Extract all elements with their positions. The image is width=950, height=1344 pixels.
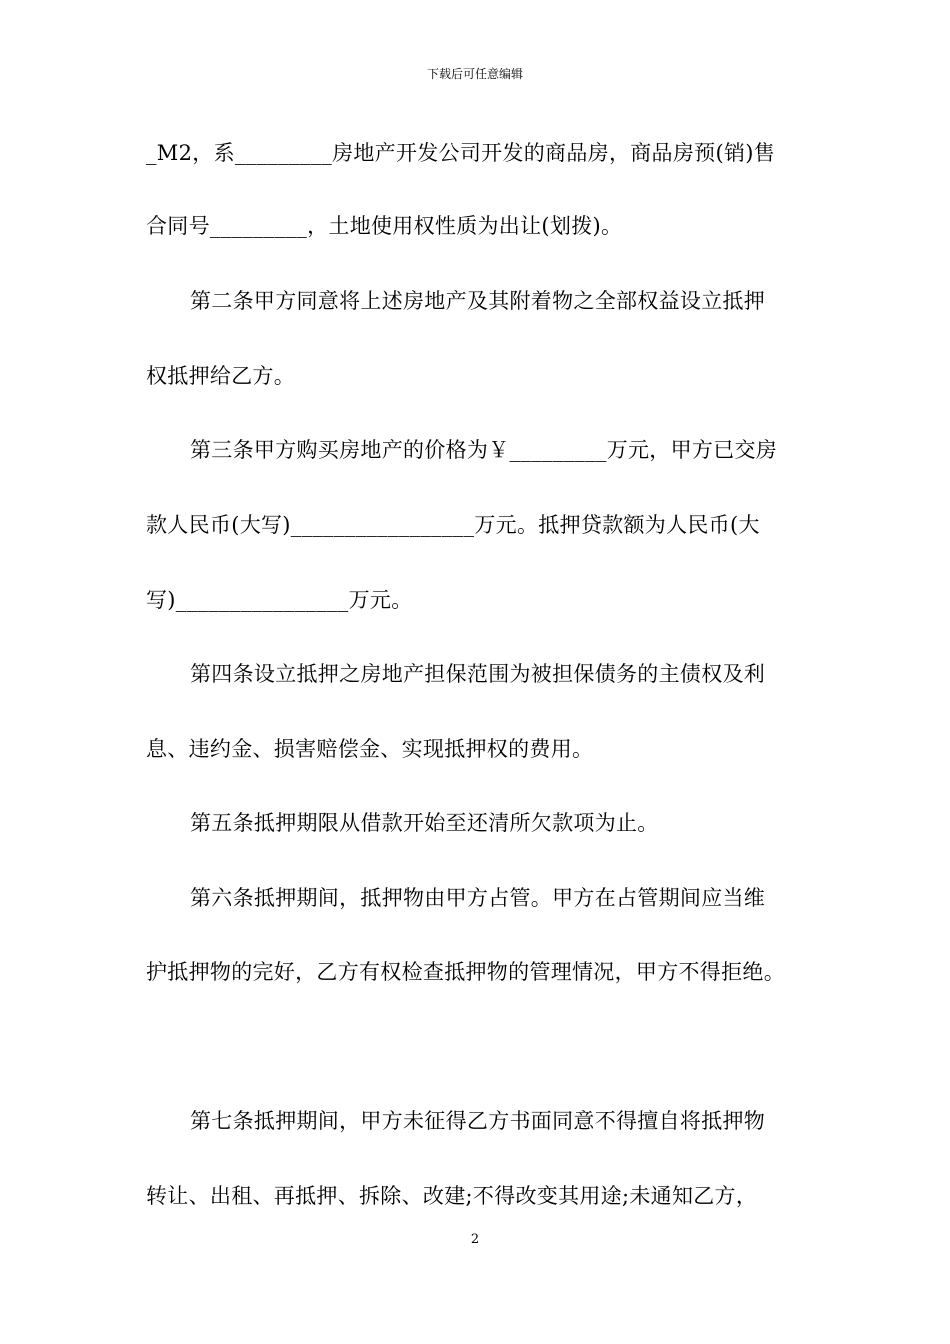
text-line: 护抵押物的完好，乙方有权检查抵押物的管理情况，甲方不得拒绝。: [146, 960, 785, 984]
page-header: 下载后可任意编辑: [426, 67, 523, 81]
paragraph-article-5: 第五条抵押期限从借款开始至还清所欠款项为止。: [190, 811, 659, 835]
text-line: 写)________________万元。: [146, 588, 413, 612]
paragraph-article-7: 第七条抵押期间，甲方未征得乙方书面同意不得擅自将抵押物: [190, 1109, 766, 1133]
page-number: 2: [470, 1232, 480, 1247]
text-line: 转让、出租、再抵押、拆除、改建;不得改变其用途;未通知乙方，: [146, 1184, 758, 1208]
paragraph-article-2: 第二条甲方同意将上述房地产及其附着物之全部权益设立抵押: [190, 289, 766, 313]
text-line: 合同号_________，土地使用权性质为出让(划拨)。: [146, 214, 623, 238]
paragraph-article-4: 第四条设立抵押之房地产担保范围为被担保债务的主债权及利: [190, 662, 766, 686]
paragraph-article-6: 第六条抵押期间，抵押物由甲方占管。甲方在占管期间应当维: [190, 886, 766, 910]
text-line: _M2，系_________房地产开发公司开发的商品房，商品房预(销)售: [146, 141, 776, 165]
paragraph-article-3: 第三条甲方购买房地产的价格为￥_________万元，甲方已交房: [190, 438, 778, 462]
text-line: 息、违约金、损害赔偿金、实现抵押权的费用。: [146, 737, 594, 761]
text-line: 款人民币(大写)_________________万元。抵押贷款额为人民币(大: [146, 513, 760, 537]
text-line: 权抵押给乙方。: [146, 364, 296, 388]
